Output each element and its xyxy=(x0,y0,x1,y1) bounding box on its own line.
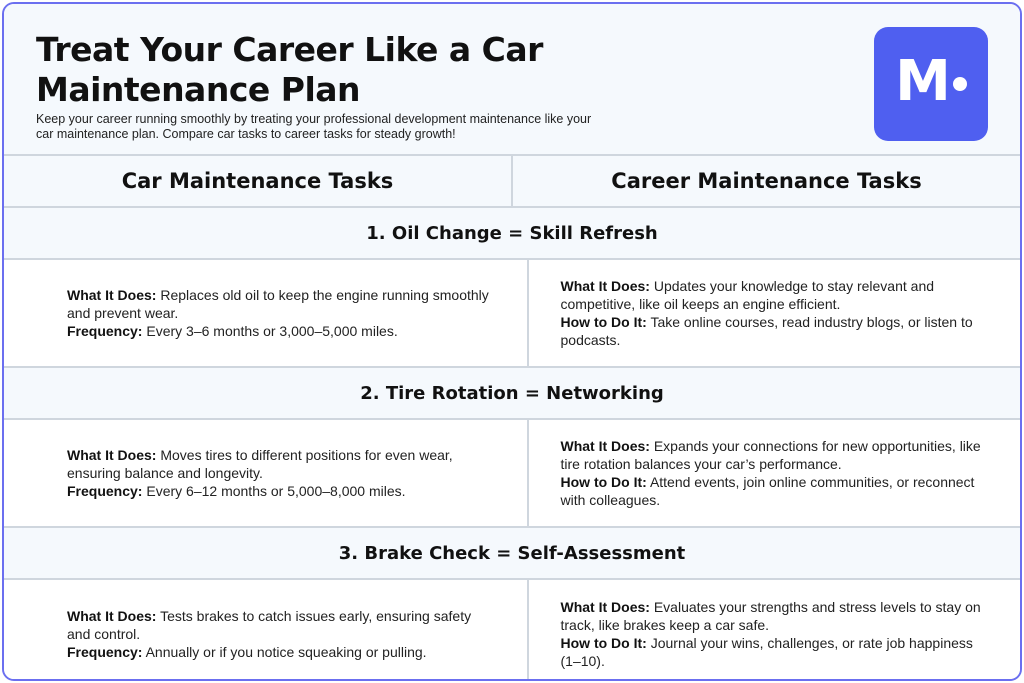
section-content xyxy=(4,580,1020,681)
car-what-text: Replaces old oil to keep the engine running smoothly and prevent wear. xyxy=(67,287,489,321)
how-label: How to Do It: xyxy=(560,474,647,490)
what-label: What It Does: xyxy=(67,608,157,624)
column-headers xyxy=(4,156,1020,208)
how-label: How to Do It: xyxy=(560,635,647,651)
section-content xyxy=(4,420,1020,528)
brand-logo xyxy=(874,27,988,141)
career-what-text: Updates your knowledge to stay relevant and competitive, like oil keeps an engine efficient. xyxy=(560,278,935,312)
section-heading: 1. Oil Change = Skill Refresh xyxy=(4,208,1020,260)
section-heading: 2. Tire Rotation = Networking xyxy=(4,368,1020,420)
frequency-label: Frequency: xyxy=(67,644,143,660)
what-label: What It Does: xyxy=(560,599,650,615)
career-task-cell xyxy=(527,580,1021,681)
car-frequency-text: Annually or if you notice squeaking or pulling. xyxy=(145,644,427,660)
career-how-text: Take online courses, read industry blogs, or listen to podcasts. xyxy=(560,314,973,348)
logo-dot-icon xyxy=(953,77,967,91)
car-task-cell xyxy=(4,420,527,526)
header xyxy=(4,4,1020,154)
career-what-text: Evaluates your strengths and stress levels to stay on track, like brakes keep a car safe. xyxy=(560,599,981,633)
page-subtitle: Keep your career running smoothly by treating your professional development maintenance like your car maintenance plan. Compare car tasks to career tasks for steady growth! xyxy=(36,112,592,141)
car-what-text: Tests brakes to catch issues early, ensuring safety and control. xyxy=(67,608,472,642)
frequency-label: Frequency: xyxy=(67,483,143,499)
section-heading: 3. Brake Check = Self-Assessment xyxy=(4,528,1020,580)
section-content xyxy=(4,260,1020,368)
how-label: How to Do It: xyxy=(560,314,647,330)
car-frequency-text: Every 3–6 months or 3,000–5,000 miles. xyxy=(146,323,398,339)
career-task-cell xyxy=(527,260,1021,366)
column-header-car: Car Maintenance Tasks xyxy=(121,169,394,193)
what-label: What It Does: xyxy=(67,287,157,303)
career-how-text: Journal your wins, challenges, or rate job happiness (1–10). xyxy=(560,635,973,669)
car-task-cell xyxy=(4,260,527,366)
infographic-frame xyxy=(2,2,1022,681)
what-label: What It Does: xyxy=(560,438,650,454)
column-header-career: Career Maintenance Tasks xyxy=(511,156,1020,206)
page-title: Treat Your Career Like a Car Maintenance Plan xyxy=(36,30,543,109)
logo-letter: M xyxy=(895,49,949,114)
comparison-table xyxy=(4,154,1020,681)
car-what-text: Moves tires to different positions for even wear, ensuring balance and longevity. xyxy=(67,447,453,481)
frequency-label: Frequency: xyxy=(67,323,143,339)
car-task-cell xyxy=(4,580,527,681)
career-how-text: Attend events, join online communities, or reconnect with colleagues. xyxy=(560,474,975,508)
what-label: What It Does: xyxy=(67,447,157,463)
what-label: What It Does: xyxy=(560,278,650,294)
car-frequency-text: Every 6–12 months or 5,000–8,000 miles. xyxy=(146,483,406,499)
career-what-text: Expands your connections for new opportunities, like tire rotation balances your car’s performance. xyxy=(560,438,981,472)
career-task-cell xyxy=(527,420,1021,526)
